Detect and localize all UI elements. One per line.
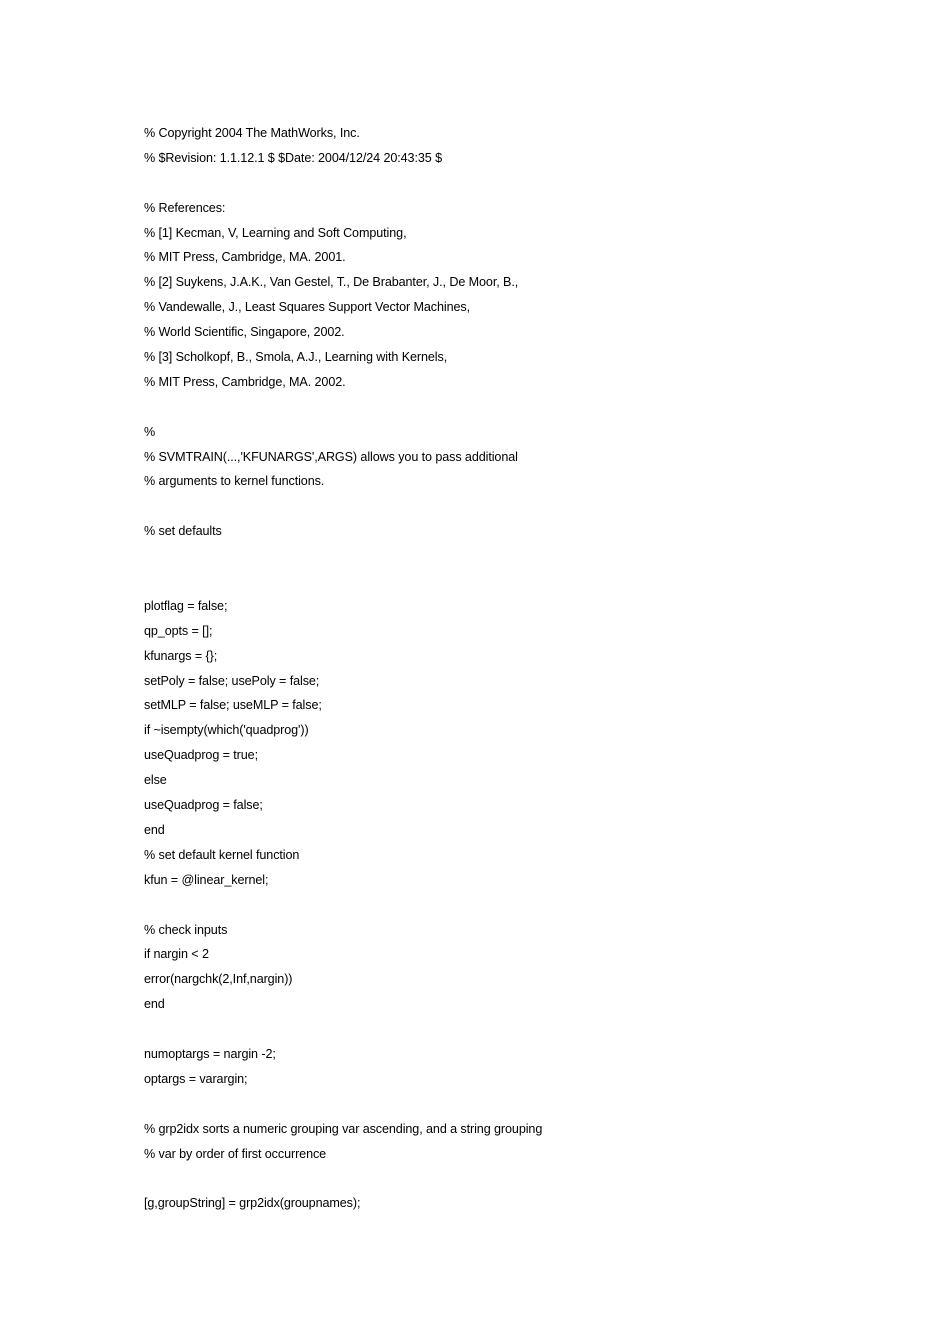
code-line: kfunargs = {}; — [144, 648, 218, 663]
code-line: qp_opts = []; — [144, 623, 213, 638]
code-line — [144, 1017, 864, 1042]
code-line: optargs = varargin; — [144, 1071, 248, 1086]
code-line: % [1] Kecman, V, Learning and Soft Computing, — [144, 225, 407, 240]
code-listing — [144, 121, 864, 1216]
code-line: % — [144, 424, 156, 439]
code-line: useQuadprog = true; — [144, 748, 258, 763]
code-line: % check inputs — [144, 922, 228, 937]
code-line — [144, 1092, 864, 1117]
code-line: % [3] Scholkopf, B., Smola, A.J., Learning with Kernels, — [144, 350, 448, 365]
code-line: [g,groupString] = grp2idx(groupnames); — [144, 1196, 361, 1211]
code-line: % [2] Suykens, J.A.K., Van Gestel, T., De Brabanter, J., De Moor, B., — [144, 275, 519, 290]
code-line: % Copyright 2004 The MathWorks, Inc. — [144, 126, 360, 140]
code-line: % Vandewalle, J., Least Squares Support Vector Machines, — [144, 300, 470, 315]
code-line: numoptargs = nargin -2; — [144, 1046, 276, 1061]
code-line: error(nargchk(2,Inf,nargin)) — [144, 972, 293, 987]
code-line — [144, 1166, 864, 1191]
code-line: useQuadprog = false; — [144, 798, 263, 813]
code-line: end — [144, 822, 165, 837]
code-line: % $Revision: 1.1.12.1 $ $Date: 2004/12/24 20:43:35 $ — [144, 150, 442, 165]
code-line: % grp2idx sorts a numeric grouping var ascending, and a string grouping — [144, 1121, 543, 1136]
code-line — [144, 395, 864, 420]
code-line: else — [144, 773, 167, 788]
code-line: % References: — [144, 200, 226, 215]
code-line: % MIT Press, Cambridge, MA. 2002. — [144, 374, 346, 389]
code-line: % MIT Press, Cambridge, MA. 2001. — [144, 250, 346, 265]
code-line — [144, 893, 864, 918]
code-line: % World Scientific, Singapore, 2002. — [144, 325, 345, 340]
code-line: % arguments to kernel functions. — [144, 474, 325, 489]
code-line: % SVMTRAIN(...,'KFUNARGS',ARGS) allows you to pass additional — [144, 449, 518, 464]
code-line — [144, 171, 864, 196]
code-line: kfun = @linear_kernel; — [144, 872, 269, 887]
code-line: plotflag = false; — [144, 598, 228, 613]
code-line: if nargin < 2 — [144, 947, 209, 962]
code-line: % var by order of first occurrence — [144, 1146, 327, 1161]
code-line: % set default kernel function — [144, 847, 300, 862]
code-line: setMLP = false; useMLP = false; — [144, 698, 322, 713]
code-line — [144, 494, 864, 519]
code-line: if ~isempty(which('quadprog')) — [144, 723, 309, 738]
code-line — [144, 569, 864, 594]
code-line: % set defaults — [144, 524, 222, 539]
code-line: end — [144, 997, 165, 1012]
code-line: setPoly = false; usePoly = false; — [144, 673, 320, 688]
code-line — [144, 544, 864, 569]
